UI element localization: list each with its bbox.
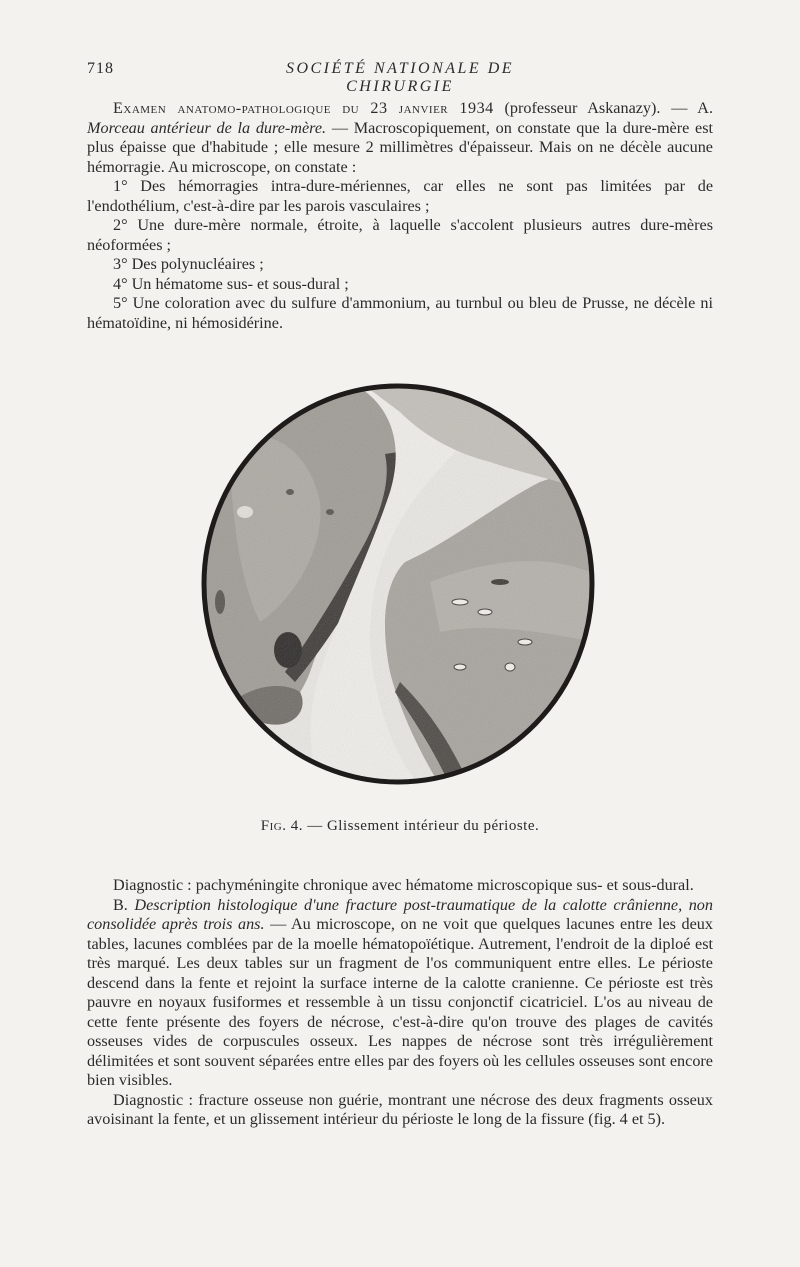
micrograph-figure (200, 382, 596, 786)
section-a-title: Morceau antérieur de la dure-mère. (87, 118, 327, 137)
bottom-text-block (87, 876, 713, 1130)
top-text-block (87, 99, 713, 333)
figure-label: Fig. 4. (260, 818, 303, 834)
list-item: 5° Une coloration avec du sulfure d'ammonium, au turnbul ou bleu de Prusse, ne décèle ni hématoïdine, ni hémosidérine. (87, 294, 713, 332)
micrograph-image (200, 382, 596, 786)
diagnosis-paragraph: Diagnostic : pachyméningite chronique avec hématome microscopique sus- et sous-dural. (113, 876, 694, 894)
list-item: 2° Une dure-mère normale, étroite, à laquelle s'accolent plusieurs autres dure-mères néoformées ; (87, 216, 713, 254)
list-item: 3° Des polynucléaires ; (113, 255, 264, 273)
list-item: 4° Un hématome sus- et sous-dural ; (113, 274, 349, 293)
page-number: 718 (87, 60, 114, 77)
exam-paragraph: Examen anatomo-pathologique du 23 janvier 1934 (professeur Askanazy). — A. Morceau antérieur de la dure-mère. — Macroscopiquement, on constate que la dure-mère est plus épaisse que d'habitude ; elle mesure 2 millimètres d'épaisseur. Mais on ne décèle aucune hémorragie. Au microscope, on constate : (87, 99, 713, 176)
diagnosis-paragraph: Diagnostic : fracture osseuse non guérie, montrant une nécrose des deux fragments osseux avoisinant la fente, et un glissement intérieur du périoste le long de la fissure (fig. 4 et 5). (87, 1090, 713, 1128)
section-b-paragraph: B. Description histologique d'une fracture post-traumatique de la calotte crânienne, non consolidée après trois ans. — Au microscope, on ne voit que quelques lacunes entre les deux tables, lacunes comblées par de la moelle hématopoïétique. Autrement, l'endroit de la diploé est très marqué. Les deux tables sur un fragment de l'os communiquent entre elles. Le périoste descend dans la fente et rejoint la surface interne de la calotte cranienne. Ce périoste est très pauvre en noyaux fusiformes et ressemble à un tissu conjonctif cicatriciel. L'os au niveau de cette fente présente des foyers de nécrose, c'est-à-dire qu'on trouve des plages de cavités osseuses vides de corpuscules osseux. Les nappes de nécrose sont très irrégulièrement délimitées et sont souvent séparées entre elles par des foyers où les cellules osseuses sont encore bien visibles. (87, 895, 713, 1089)
page-header (87, 60, 713, 95)
figure-caption: Fig. 4. — Glissement intérieur du périoste. (260, 818, 540, 834)
list-item: 1° Des hémorragies intra-dure-mériennes, car elles ne sont pas limitées par de l'endothélium, c'est-à-dire par les parois vasculaires ; (87, 177, 713, 215)
section-b-title: Description histologique d'une fracture post-traumatique de la calotte crânienne, non consolidée après trois ans. (87, 895, 713, 933)
running-head: SOCIÉTÉ NATIONALE DE CHIRURGIE (285, 60, 515, 95)
exam-heading: Examen anatomo-pathologique du 23 janvier 1934 (113, 99, 494, 117)
